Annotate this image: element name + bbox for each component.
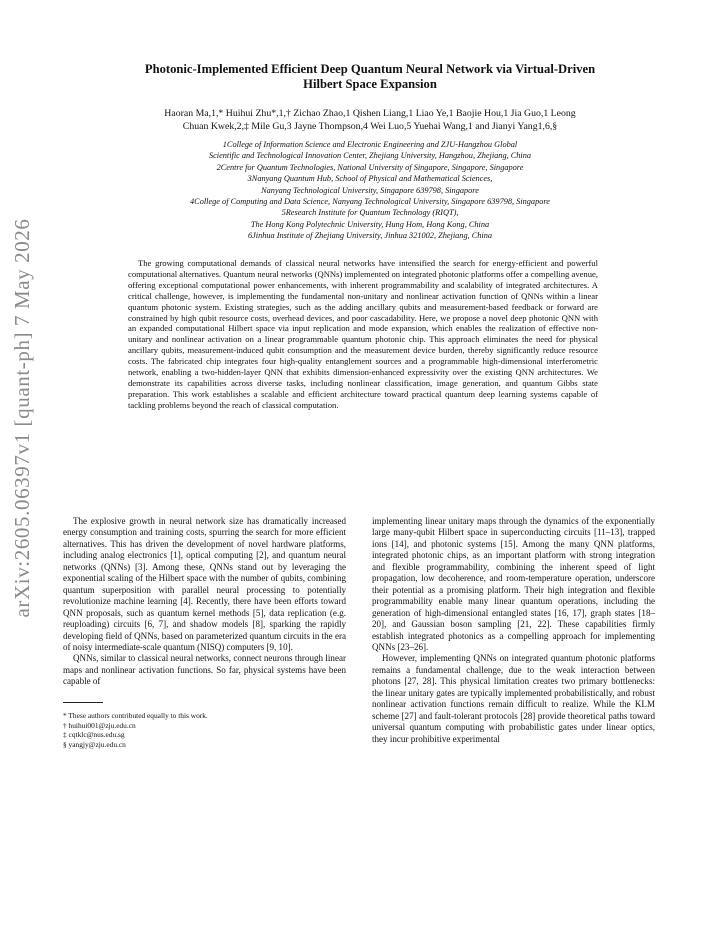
footnote-email[interactable]: ‡ cqtklc@nus.edu.sg (63, 730, 125, 740)
arxiv-identifier: arXiv:2605.06397v1 [quant-ph] 7 May 2026 (10, 218, 34, 618)
affiliation-line: Nanyang Technological University, Singapore 639798, Singapore (261, 185, 479, 195)
affiliation-line: 4College of Computing and Data Science, Nanyang Technological University, Singapore 639798, Singapore (190, 197, 550, 207)
affiliation-line: 6Jinhua Institute of Zhejiang University, Jinhua 321002, Zhejiang, China (247, 231, 493, 241)
body-column-right (372, 516, 655, 745)
author-list (80, 107, 660, 133)
footnote-divider (63, 702, 103, 703)
affiliation-line: 2Centre for Quantum Technologies, National University of Singapore, Singapore, Singapore (216, 162, 524, 172)
footnotes (63, 711, 346, 750)
footnote-email[interactable]: † huihui001@zju.edu.cn (63, 720, 136, 730)
affiliation-line: 3Nanyang Quantum Hub, School of Physical and Mathematical Sciences, (247, 174, 493, 184)
affiliation-line: The Hong Kong Polytechnic University, Hung Hom, Hong Kong, China (250, 219, 490, 229)
footnote-email[interactable]: § yangjy@zju.edu.cn (63, 740, 126, 750)
affiliations (70, 139, 670, 242)
authors-line-1: Haoran Ma,1,* Huihui Zhu*,1,† Zichao Zhao,1 Qishen Liang,1 Liao Ye,1 Baojie Hou,1 Jia Guo,1 Leong (164, 108, 576, 119)
title-line-1: Photonic-Implemented Efficient Deep Quantum Neural Network via Virtual-Driven (144, 62, 596, 76)
body-paragraph: The explosive growth in neural network size has dramatically increased energy consumption and training costs, spurring the search for more efficient alternatives. This has driven the development of novel hardware platforms, including analog electronics [1], optical computing [2], and quantum neural networks (QNNs) [3]. Among these, QNNs stand out by leveraging the exponential scaling of the Hilbert space with the number of qubits, combining quantum superposition with parallel neural processing to potentially revolutionize machine learning [4]. Recently, there have been efforts toward QNN proposals, such as quantum kernel methods [5], data replication (e.g. reuploading) circuits [6, 7], and shadow models [8], sparking the rapidly developing field of QNNs, based on parameterized quantum circuits in the era of noisy intermediate-scale quantum (NISQ) computers [9, 10]. (63, 516, 346, 652)
affiliation-line: Scientific and Technological Innovation Center, Zhejiang University, Hangzhou, Zhejiang, China (208, 151, 532, 161)
body-paragraph: implementing linear unitary maps through the dynamics of the exponentially large many-qubit Hilbert space in superconducting circuits [11–13], trapped ions [14], and photonic systems [15]. Among the many QNN platforms, integrated photonic chips, as an important platform with strong integration and flexible programmability, combining the inherent speed of light propagation, low decoherence, and room-temperature operation, underscore their potential as a promising platform. Their high integration and flexible programmability enable many linear quantum operations, including the generation of high-dimensional entangled states [16, 17], graph states [18–20], and Gaussian boson sampling [21, 22]. These capabilities firmly establish integrated photonics as a compelling approach for implementing QNNs [23–26]. (372, 516, 655, 652)
affiliation-line: 1College of Information Science and Electronic Engineering and ZJU-Hangzhou Global (222, 140, 518, 149)
title-line-2: Hilbert Space Expansion (303, 77, 437, 91)
body-paragraph: However, implementing QNNs on integrated quantum photonic platforms remains a fundamental challenge, due to the weak interaction between photons [27, 28]. This physical limitation creates two primary bottlenecks: the linear unitary gates are typically implemented probabilistically, and robust nonlinear activation functions remain difficult to realize. While the KLM scheme [27] and fault-tolerant protocols [28] provide theoretical paths toward universal quantum computing with probabilistic gates under linear optics, they incur prohibitive experimental (372, 653, 655, 744)
affiliation-line: 5Research Institute for Quantum Technology (RIQT), (281, 208, 459, 218)
body-column-left (63, 516, 346, 750)
footnote-equal-contribution: * These authors contributed equally to this work. (63, 710, 208, 720)
paper-title (80, 62, 660, 92)
body-paragraph: QNNs, similar to classical neural networks, connect neurons through linear maps and nonlinear activation functions. So far, physical systems have been capable of (63, 653, 346, 687)
abstract: The growing computational demands of classical neural networks have intensified the search for energy-efficient and powerful computational alternatives. Quantum neural networks (QNNs) implemented on integrated photonic platforms offer a compelling avenue, offering exceptional computational power enhancements, with inherent programmability and scalability of integrated architectures. A critical challenge, however, is implementing the fundamental non-unitary and nonlinear activation function of QNNs within a linear quantum photonic system. Existing strategies, such as the adding ancillary qubits and measurement-based feedback or forward are constrained by high qubit resource costs, overhead devices, and poor cascadability. Here, we propose a novel deep photonic QNN with an expanded computational Hilbert space via input replication and mode expansion, which enables the realization of effective non-unitary and nonlinear activation on a linear programmable quantum photonic chip. This approach eliminates the need for physical ancillary qubits, measurement-induced qubit consumption and the measurement device burden, thereby significantly reduce resource costs. The fabricated chip integrates four high-quality entanglement sources and a programmable high-dimensional interferometric network, enabling a two-hidden-layer QNN that exhibits dimension-enhanced expressivity over the existing QNN architectures. We demonstrate its capabilities across diverse tasks, including nonlinear classification, image generation, and quantum Gibbs state preparation. This work establishes a scalable and efficient architecture toward practical quantum deep learning systems capable of tackling problems beyond the reach of classical computation. (128, 258, 598, 410)
authors-line-2: Chuan Kwek,2,‡ Mile Gu,3 Jayne Thompson,4 Wei Luo,5 Yuehai Wang,1 and Jianyi Yang1,6,§ (182, 121, 558, 132)
